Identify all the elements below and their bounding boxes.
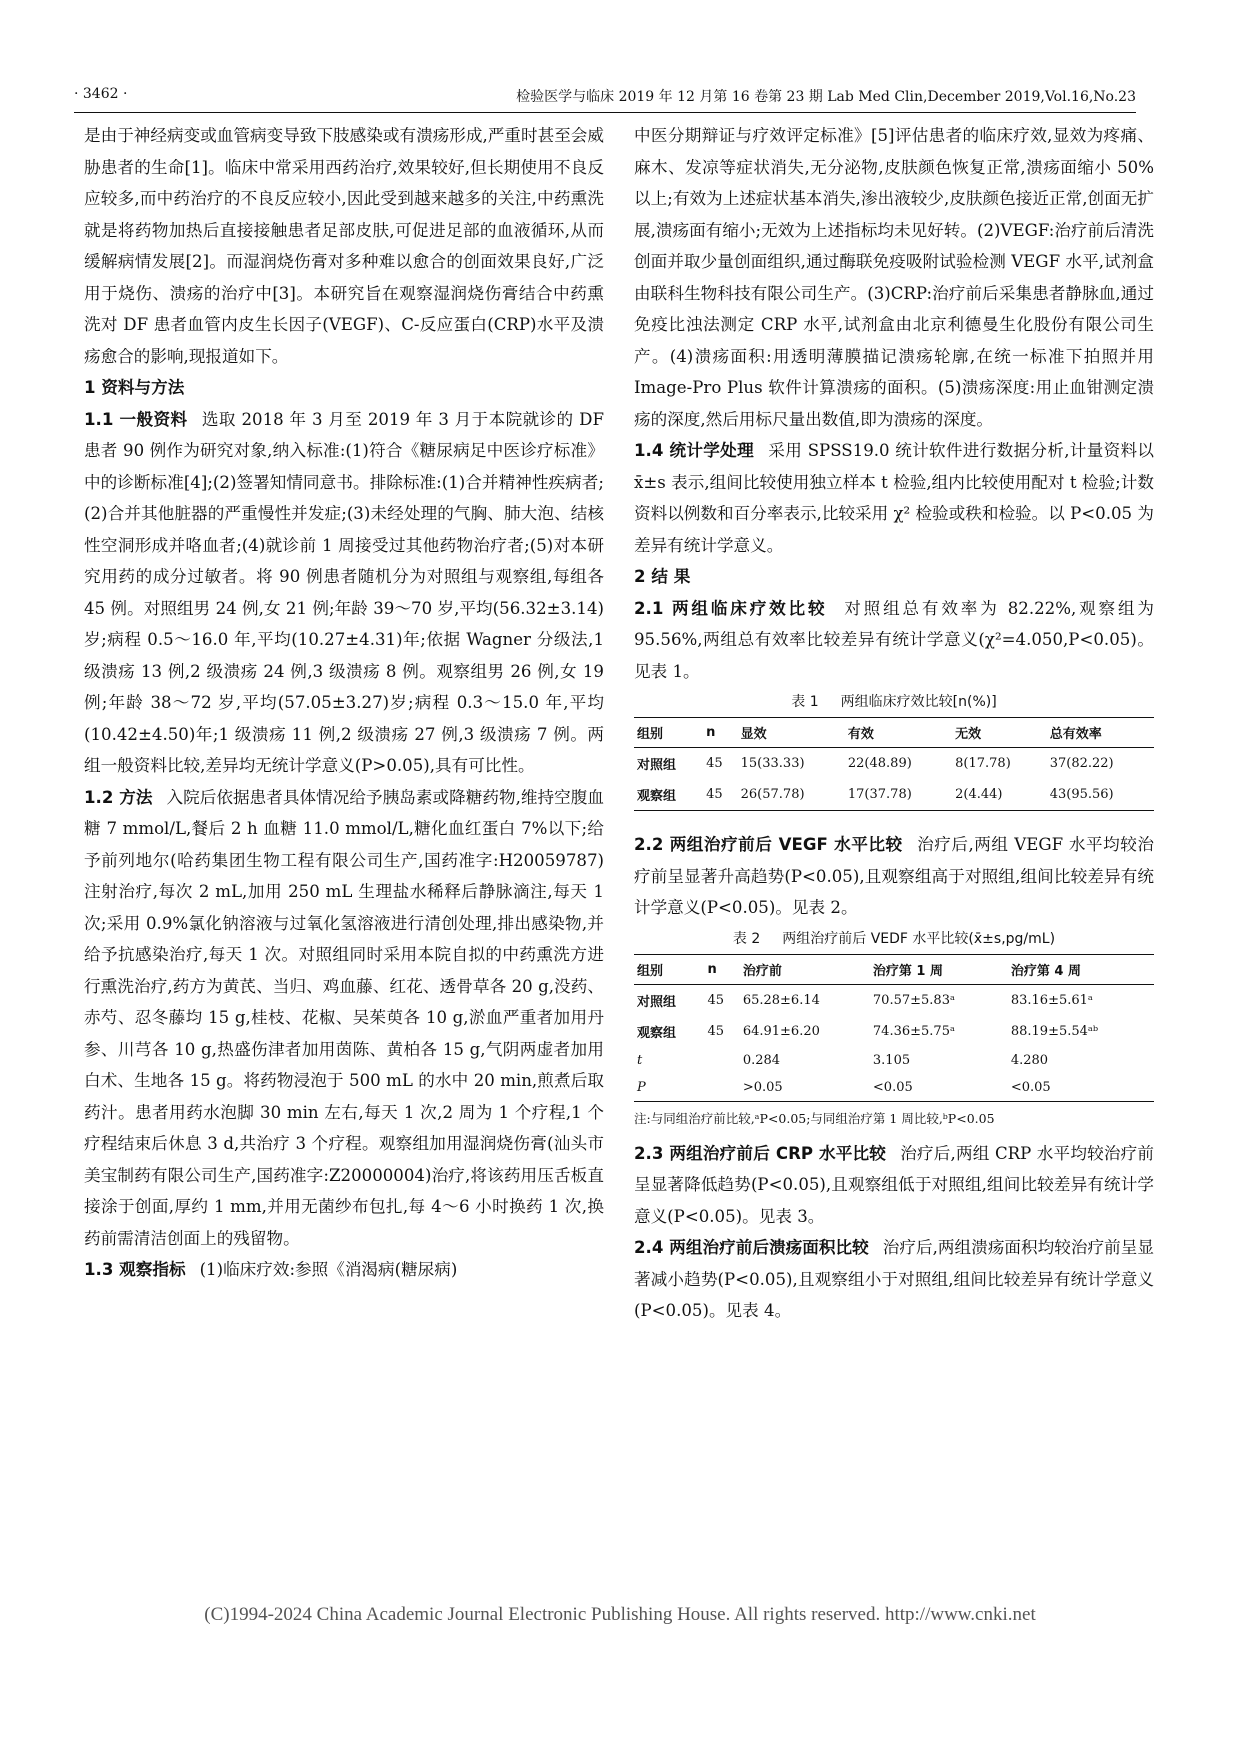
- table-row: [634, 779, 1154, 811]
- table-2-number: 表 2: [732, 930, 761, 947]
- table-cell: 83.16±5.61ᵃ: [1010, 992, 1093, 1008]
- intro-paragraph: 是由于神经病变或血管病变导致下肢感染或有溃疡形成,严重时甚至会威胁患者的生命[1]。临床中常采用西药治疗,效果较好,但长期使用不良反应较多,而中药治疗的不良反应较小,因此受到越来越多的关注,中药熏洗就是将药物加热后直接接触患者足部皮肤,可促进足部的血液循环,从而缓解病情发展[2]。而湿润烧伤膏对多种难以愈合的创面效果良好,广泛用于烧伤、溃疡的治疗中[3]。本研究旨在观察湿润烧伤膏结合中药熏洗对 DF 患者血管内皮生长因子(VEGF)、C-反应蛋白(CRP)水平及溃疡愈合的影响,现报道如下。: [84, 126, 604, 366]
- table-cell: 4.280: [1010, 1052, 1049, 1068]
- section-1-4-body: 采用 SPSS19.0 统计软件进行数据分析,计量资料以 x̄±s 表示,组间比较使用独立样本 t 检验,组内比较使用配对 t 检验;计数资料以例数和百分率表示,比较采用 χ² 检验或秩和检验。以 P<0.05 为差异有统计学意义。: [634, 441, 1154, 555]
- section-1-heading: 1 资料与方法: [84, 378, 185, 397]
- table-cell: <0.05: [870, 1074, 1008, 1102]
- section-2-2-heading: 2.2 两组治疗前后 VEGF 水平比较: [634, 835, 903, 854]
- section-2-2: [634, 829, 1154, 924]
- table-cell: 26(57.78): [738, 779, 845, 811]
- table-cell: 43(95.56): [1047, 779, 1154, 811]
- section-1-3-body: (1)临床疗效:参照《消渴病(糖尿病): [199, 1260, 458, 1279]
- table-cell: 对照组: [637, 994, 677, 1010]
- table-row: [634, 1074, 1154, 1102]
- table-1-header-cell: 有效: [845, 718, 952, 748]
- table-cell: 8(17.78): [955, 756, 1011, 771]
- table-1-header-cell: 组别: [634, 718, 703, 748]
- page-number: · 3462 ·: [74, 86, 128, 102]
- table-cell: P: [634, 1074, 705, 1102]
- table-2-header-cell: 治疗第 1 周: [870, 954, 1008, 984]
- table-cell: 对照组: [637, 758, 677, 773]
- section-1-4-heading: 1.4 统计学处理: [634, 441, 754, 460]
- journal-citation: 检验医学与临床 2019 年 12 月第 16 卷第 23 期 Lab Med Clin,December 2019,Vol.16,No.23: [516, 89, 1136, 105]
- table-1-caption: [634, 689, 1154, 715]
- section-2-1-body: 对照组总有效率为 82.22%,观察组为 95.56%,两组总有效率比较差异有统计学意义(χ²=4.050,P<0.05)。见表 1。: [634, 598, 1154, 681]
- table-2-caption: [634, 926, 1154, 952]
- table-cell: 45: [703, 779, 738, 811]
- table-cell: 17(37.78): [845, 779, 952, 811]
- table-cell: 3.105: [872, 1052, 911, 1068]
- table-row: [634, 1047, 1154, 1074]
- copyright-footer: (C)1994-2024 China Academic Journal Electronic Publishing House. All rights reserved. http://www.cnki.net: [204, 1604, 1036, 1625]
- table-1: [634, 717, 1154, 811]
- table-2: [634, 954, 1154, 1102]
- section-1-2: [84, 782, 604, 1255]
- section-2-heading: 2 结 果: [634, 567, 691, 586]
- table-2-header-cell: n: [705, 954, 740, 984]
- section-1-1-body: 选取 2018 年 3 月至 2019 年 3 月于本院就诊的 DF 患者 90 例作为研究对象,纳入标准:(1)符合《糖尿病足中医诊疗标准》中的诊断标准[4];(2)签署知情同意书。排除标准:(1)合并精神性疾病者;(2)合并其他脏器的严重慢性并发症;(3)未经处理的气胸、肺大泡、结核性空洞形成并咯血者;(4)就诊前 1 周接受过其他药物治疗者;(5)对本研究用药的成分过敏者。将 90 例患者随机分为对照组与观察组,每组各 45 例。对照组男 24 例,女 21 例;年龄 39～70 岁,平均(56.32±3.14)岁;病程 0.5～16.0 年,平均(10.27±4.31)年;依据 Wagner 分级法,1 级溃疡 13 例,2 级溃疡 24 例,3 级溃疡 8 例。观察组男 26 例,女 19 例;年龄 38～72 岁,平均(57.05±3.27)岁;病程 0.3～15.0 年,平均(10.42±4.50)年;1 级溃疡 11 例,2 级溃疡 27 例,3 级溃疡 7 例。两组一般资料比较,差异均无统计学意义(P>0.05),具有可比性。: [84, 409, 604, 775]
- section-2-3-body: 治疗后,两组 CRP 水平均较治疗前呈显著降低趋势(P<0.05),且观察组低于对照组,组间比较差异有统计学意义(P<0.05)。见表 3。: [634, 1143, 1154, 1226]
- table-cell: 22(48.89): [847, 756, 912, 771]
- table-row: [634, 748, 1154, 780]
- table-cell: 2(4.44): [952, 779, 1047, 811]
- section-2-3: [634, 1138, 1154, 1233]
- section-2-1: [634, 593, 1154, 688]
- running-header: [74, 86, 1136, 108]
- table-cell: <0.05: [1008, 1074, 1154, 1102]
- table-cell: 88.19±5.54ᵃᵇ: [1010, 1023, 1099, 1039]
- section-2-4-body: 治疗后,两组溃疡面积均较治疗前呈显著减小趋势(P<0.05),且观察组小于对照组,组间比较差异有统计学意义(P<0.05)。见表 4。: [634, 1238, 1154, 1320]
- section-2-3-heading: 2.3 两组治疗前后 CRP 水平比较: [634, 1143, 887, 1163]
- section-1-1: [84, 404, 604, 782]
- section-1-4: [634, 435, 1154, 561]
- left-column: [84, 120, 604, 1560]
- table-cell: 64.91±6.20: [742, 1023, 820, 1039]
- right-column: [634, 120, 1154, 1560]
- table-cell: [705, 1074, 740, 1102]
- section-1-2-heading: 1.2 方法: [84, 787, 153, 807]
- table-cell: 45: [706, 756, 723, 771]
- table-cell: 45: [707, 1023, 725, 1039]
- section-2-4: [634, 1232, 1154, 1327]
- table-cell: 70.57±5.83ᵃ: [872, 992, 955, 1008]
- table-2-header-cell: 治疗第 4 周: [1008, 954, 1154, 984]
- table-cell: 65.28±6.14: [742, 992, 820, 1008]
- table-1-header-cell: 显效: [738, 718, 845, 748]
- table-cell: >0.05: [740, 1074, 870, 1102]
- table-cell: 15(33.33): [740, 756, 805, 771]
- table-cell: 37(82.22): [1049, 756, 1114, 771]
- table-2-header-cell: 组别: [634, 954, 705, 984]
- table-2-note: 注:与同组治疗前比较,ᵃP<0.05;与同组治疗第 1 周比较,ᵇP<0.05: [634, 1110, 995, 1126]
- table-cell: 观察组: [634, 779, 703, 811]
- section-1-3-heading: 1.3 观察指标: [84, 1260, 186, 1279]
- section-1-2-body: 入院后依据患者具体情况给予胰岛素或降糖药物,维持空腹血糖 7 mmol/L,餐后 2 h 血糖 11.0 mmol/L,糖化血红蛋白 7%以下;给予前列地尔(哈药集团生物工程有限公司生产,国药准字:H20059787)注射治疗,每次 2 mL,加用 250 mL 生理盐水稀释后静脉滴注,每天 1 次;采用 0.9%氯化钠溶液与过氧化氢溶液进行清创处理,排出感染物,并给予抗感染治疗,每天 1 次。对照组同时采用本院自拟的中药熏洗方进行熏洗治疗,药方为黄芪、当归、鸡血藤、红花、透骨草各 20 g,没药、赤芍、忍冬藤均 15 g,桂枝、花椒、吴茱萸各 10 g,淤血严重者加用丹参、川芎各 10 g,热盛伤津者加用茵陈、黄柏各 15 g,气阴两虚者加用白术、生地各 15 g。将药物浸泡于 500 mL 的水中 20 min,煎煮后取药汁。患者用药水泡脚 30 min 左右,每天 1 次,2 周为 1 个疗程,1 个疗程结束后休息 3 d,共治疗 3 个疗程。观察组加用湿润烧伤膏(汕头市美宝制药有限公司生产,国药准字:Z20000004)治疗,将该药用压舌板直接涂于创面,厚约 1 mm,并用无菌纱布包扎,每 4～6 小时换药 1 次,换药前需清洁创面上的残留物。: [84, 787, 604, 1248]
- header-rule: [74, 112, 1136, 113]
- section-1-3: [84, 1254, 604, 1286]
- continued-paragraph: 中医分期辩证与疗效评定标准》[5]评估患者的临床疗效,显效为疼痛、麻木、发凉等症状消失,无分泌物,皮肤颜色恢复正常,溃疡面缩小 50%以上;有效为上述症状基本消失,渗出液较少,皮肤颜色接近正常,创面无扩展,溃疡面有缩小;无效为上述指标均未见好转。(2)VEGF:治疗前后清洗创面并取少量创面组织,通过酶联免疫吸附试验检测 VEGF 水平,试剂盒由联科生物科技有限公司生产。(3)CRP:治疗前后采集患者静脉血,通过免疫比浊法测定 CRP 水平,试剂盒由北京利德曼生化股份有限公司生产。(4)溃疡面积:用透明薄膜描记溃疡轮廓,在统一标准下拍照并用 Image-Pro Plus 软件计算溃疡的面积。(5)溃疡深度:用止血钳测定溃疡的深度,然后用标尺量出数值,即为溃疡的深度。: [634, 126, 1154, 429]
- section-1-1-heading: 1.1 一般资料: [84, 409, 188, 429]
- section-2-1-heading: 2.1 两组临床疗效比较: [634, 598, 828, 618]
- table-row: [634, 1016, 1154, 1047]
- table-cell: 74.36±5.75ᵃ: [872, 1023, 955, 1039]
- table-1-header-cell: 无效: [952, 718, 1047, 748]
- table-2-title: 两组治疗前后 VEDF 水平比较(x̄±s,pg/mL): [782, 930, 1056, 947]
- table-1-number: 表 1: [791, 694, 819, 710]
- table-1-header-cell: n: [703, 718, 738, 748]
- table-cell: 45: [707, 992, 725, 1008]
- table-cell: 观察组: [637, 1025, 677, 1041]
- table-cell: t: [637, 1052, 643, 1068]
- table-row: [634, 984, 1154, 1016]
- table-cell: [705, 1047, 740, 1074]
- section-2-2-body: 治疗后,两组 VEGF 水平均较治疗前呈显著升高趋势(P<0.05),且观察组高于对照组,组间比较差异有统计学意义(P<0.05)。见表 2。: [634, 835, 1154, 917]
- table-cell: 0.284: [742, 1052, 781, 1068]
- table-2-header-cell: 治疗前: [740, 954, 870, 984]
- section-2-4-heading: 2.4 两组治疗前后溃疡面积比较: [634, 1238, 869, 1257]
- table-1-title: 两组临床疗效比较[n(%)]: [840, 694, 997, 710]
- table-1-header-cell: 总有效率: [1047, 718, 1154, 748]
